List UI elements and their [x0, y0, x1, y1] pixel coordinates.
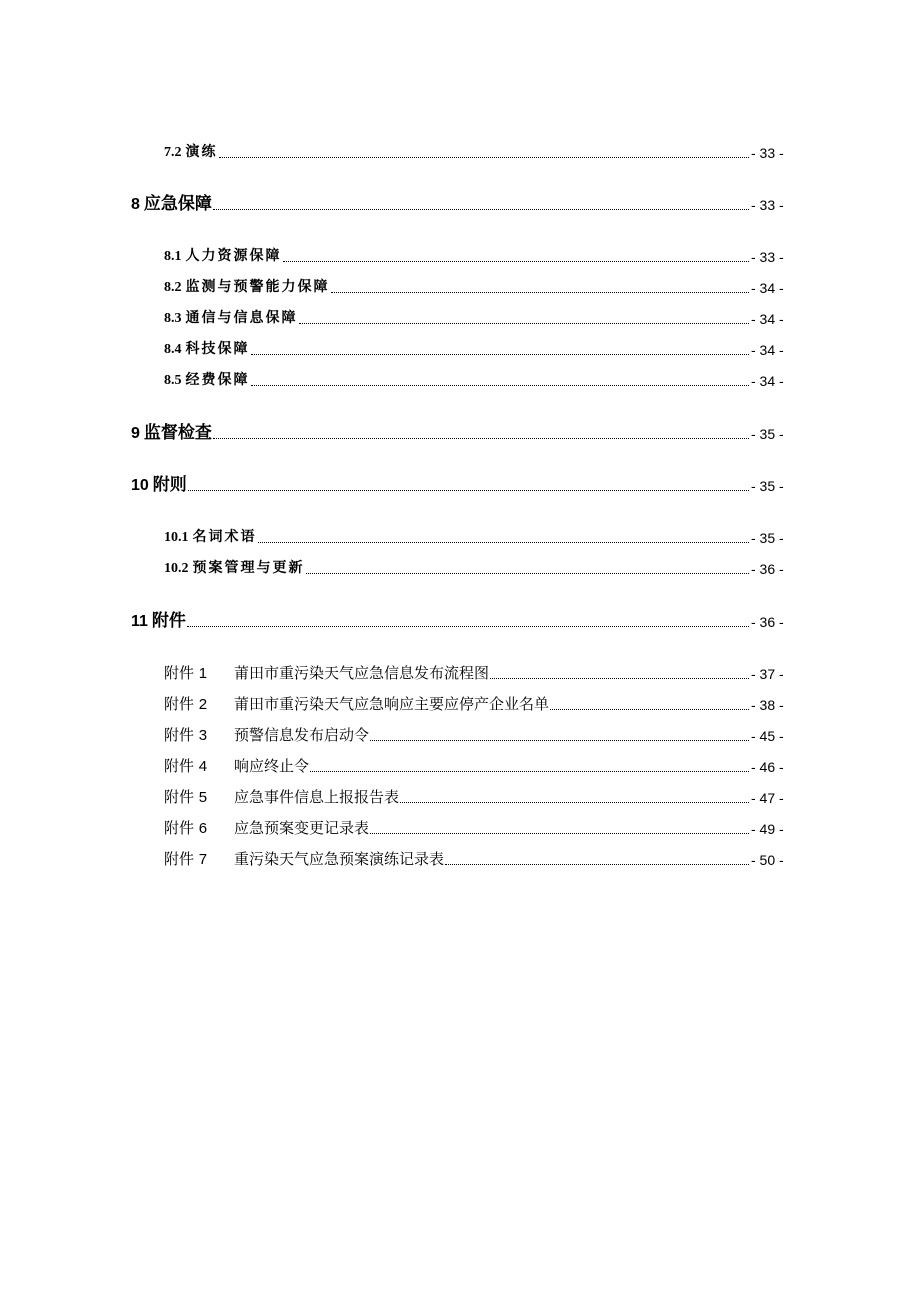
- toc-entry-title: 附件 7 重污染天气应急预案演练记录表: [164, 850, 445, 868]
- toc-appendix-1[interactable]: [0, 660, 920, 684]
- toc-entry-title: 8.3 通信与信息保障: [164, 310, 298, 326]
- toc-entry-title: 附件 3 预警信息发布启动令: [164, 726, 370, 744]
- toc-entry-11[interactable]: [0, 608, 920, 632]
- page-number: - 35 -: [751, 478, 784, 494]
- dot-leader: [187, 626, 749, 627]
- toc-entry-10[interactable]: [0, 472, 920, 496]
- dot-leader: [550, 709, 749, 710]
- page-number: - 35 -: [751, 426, 784, 442]
- toc-appendix-3[interactable]: [0, 722, 920, 746]
- dot-leader: [251, 385, 750, 386]
- toc-entry-title: 附件 1 莆田市重污染天气应急信息发布流程图: [164, 664, 490, 682]
- page-number: - 33 -: [751, 197, 784, 213]
- toc-entry-title: 7.2 演练: [164, 144, 218, 160]
- dot-leader: [490, 678, 749, 679]
- dot-leader: [331, 292, 750, 293]
- page-number: - 49 -: [751, 821, 784, 837]
- toc-entry-title: 9 监督检查: [131, 423, 212, 443]
- page-number: - 38 -: [751, 697, 784, 713]
- toc-entry-title: 8.2 监测与预警能力保障: [164, 279, 330, 295]
- page-number: - 33 -: [751, 145, 784, 161]
- toc-entry-8-2[interactable]: [0, 274, 920, 298]
- toc-entry-10-2[interactable]: [0, 555, 920, 579]
- page-number: - 46 -: [751, 759, 784, 775]
- page-number: - 33 -: [751, 249, 784, 265]
- toc-entry-7-2[interactable]: [0, 139, 920, 163]
- toc-entry-title: 附件 5 应急事件信息上报报告表: [164, 788, 400, 806]
- toc-entry-8-5[interactable]: [0, 367, 920, 391]
- dot-leader: [310, 771, 749, 772]
- toc-entry-title: 附件 2 莆田市重污染天气应急响应主要应停产企业名单: [164, 695, 550, 713]
- dot-leader: [370, 833, 749, 834]
- toc-appendix-5[interactable]: [0, 784, 920, 808]
- toc-entry-title: 附件 4 响应终止令: [164, 757, 310, 775]
- dot-leader: [188, 490, 749, 491]
- toc-entry-10-1[interactable]: [0, 524, 920, 548]
- dot-leader: [213, 438, 749, 439]
- dot-leader: [219, 157, 750, 158]
- page-number: - 37 -: [751, 666, 784, 682]
- toc-entry-8[interactable]: [0, 191, 920, 215]
- dot-leader: [370, 740, 749, 741]
- page-number: - 36 -: [751, 561, 784, 577]
- toc-entry-title: 8.5 经费保障: [164, 372, 250, 388]
- page-number: - 47 -: [751, 790, 784, 806]
- page-number: - 45 -: [751, 728, 784, 744]
- dot-leader: [283, 261, 750, 262]
- page-number: - 34 -: [751, 280, 784, 296]
- toc-entry-title: 10 附则: [131, 475, 187, 495]
- dot-leader: [306, 573, 750, 574]
- toc-entry-title: 8 应急保障: [131, 194, 212, 214]
- dot-leader: [213, 209, 749, 210]
- page-number: - 36 -: [751, 614, 784, 630]
- toc-entry-title: 11 附件: [131, 611, 186, 631]
- page-number: - 34 -: [751, 373, 784, 389]
- page-number: - 35 -: [751, 530, 784, 546]
- toc-entry-8-3[interactable]: [0, 305, 920, 329]
- toc-entry-9[interactable]: [0, 420, 920, 444]
- toc-appendix-7[interactable]: [0, 846, 920, 870]
- dot-leader: [400, 802, 749, 803]
- toc-entry-title: 8.4 科技保障: [164, 341, 250, 357]
- toc-entry-title: 10.1 名词术语: [164, 529, 257, 545]
- dot-leader: [258, 542, 750, 543]
- page-number: - 34 -: [751, 311, 784, 327]
- toc-appendix-4[interactable]: [0, 753, 920, 777]
- dot-leader: [445, 864, 749, 865]
- dot-leader: [251, 354, 750, 355]
- toc-entry-title: 附件 6 应急预案变更记录表: [164, 819, 370, 837]
- toc-entry-title: 10.2 预案管理与更新: [164, 560, 305, 576]
- page-number: - 50 -: [751, 852, 784, 868]
- toc-entry-title: 8.1 人力资源保障: [164, 248, 282, 264]
- dot-leader: [299, 323, 750, 324]
- toc-appendix-6[interactable]: [0, 815, 920, 839]
- toc-entry-8-1[interactable]: [0, 243, 920, 267]
- page-number: - 34 -: [751, 342, 784, 358]
- toc-entry-8-4[interactable]: [0, 336, 920, 360]
- toc-appendix-2[interactable]: [0, 691, 920, 715]
